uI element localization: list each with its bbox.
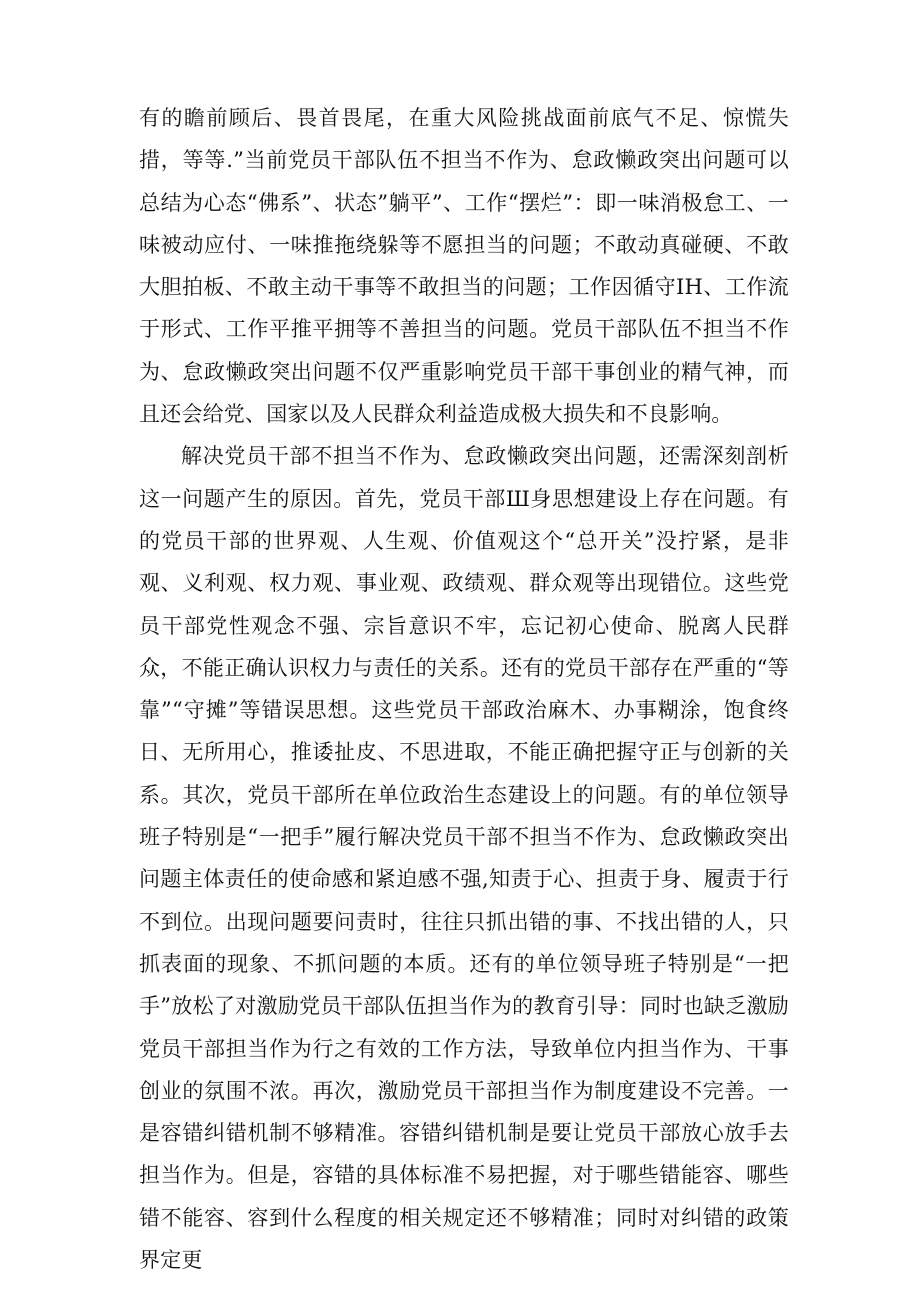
paragraph-continuation: 有的瞻前顾后、畏首畏尾，在重大风险挑战面前底气不足、惊慌失措，等等.”当前党员干部队伍不担当不作为、怠政懒政突出问题可以总结为心态“佛系”、状态”躺平”、工作“摆烂”：即一味消极怠工、一味被动应付、一味推拖绕躲等不愿担当的问题；不敢动真碰硬、不敢大胆拍板、不敢主动干事等不敢担当的问题；工作因循守IH、工作流于形式、工作平推平拥等不善担当的问题。党员干部队伍不担当不作为、怠政懒政突出问题不仅严重影响党员干部干事创业的精气神，而且还会给党、国家以及人民群众利益造成极大损失和不良影响。: [139, 106, 789, 427]
body-text: [139, 97, 789, 1281]
paragraph-causes-analysis: 解决党员干部不担当不作为、怠政懒政突出问题，还需深刻剖析这一问题产生的原因。首先，党员干部Ш身思想建设上存在问题。有的党员干部的世界观、人生观、价值观这个“总开关”没拧紧，是非观、义利观、权力观、事业观、政绩观、群众观等出现错位。这些党员干部党性观念不强、宗旨意识不牢，忘记初心使命、脱离人民群众，不能正确认识权力与责任的关系。还有的党员干部存在严重的“等靠”“守摊”等错误思想。这些党员干部政治麻木、办事糊涂，饱食终日、无所用心，推诿扯皮、不思进取，不能正确把握守正与创新的关系。其次，党员干部所在单位政治生态建设上的问题。有的单位领导班子特别是“一把手”履行解决党员干部不担当不作为、怠政懒政突出问题主体责任的使命感和紧迫感不强,知责于心、担责于身、履责于行不到位。出现问题要问责时，往往只抓出错的事、不找出错的人，只抓表面的现象、不抓问题的本质。还有的单位领导班子特别是“一把手”放松了对激励党员干部队伍担当作为的教育引导：同时也缺乏激励党员干部担当作为行之有效的工作方法，导致单位内担当作为、干事创业的氛围不浓。再次，激励党员干部担当作为制度建设不完善。一是容错纠错机制不够精准。容错纠错机制是要让党员干部放心放手去担当作为。但是，容错的具体标准不易把握，对于哪些错能容、哪些错不能容、容到什么程度的相关规定还不够精准；同时对纠错的政策界定更: [139, 444, 789, 1273]
